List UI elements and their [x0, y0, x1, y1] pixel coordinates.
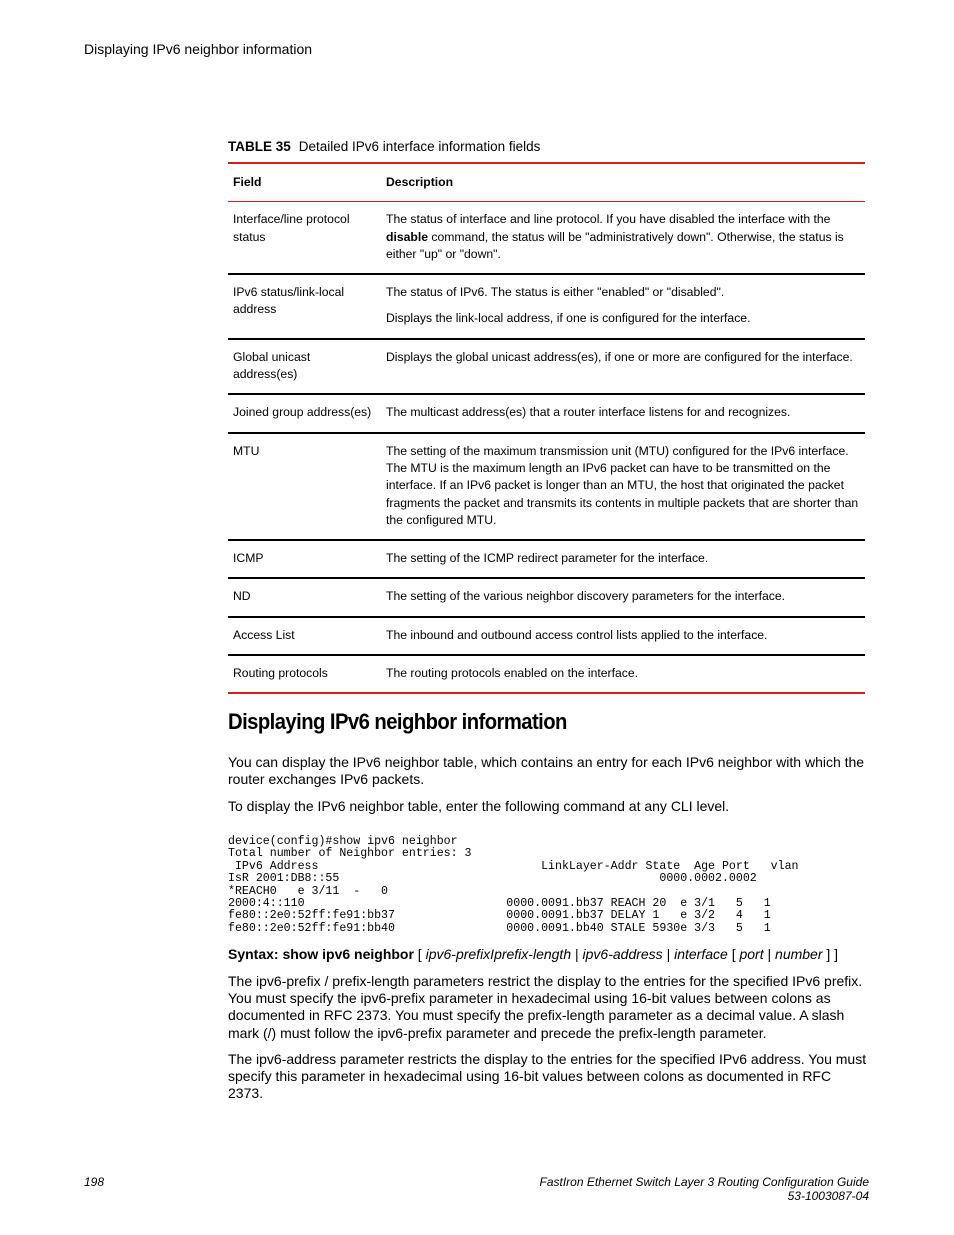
table-row — [228, 617, 865, 655]
table-title: Detailed IPv6 interface information fields — [298, 139, 541, 154]
ipv6-interface-fields-table — [228, 162, 865, 694]
field-cell: Access List — [233, 627, 295, 642]
description-cell: The routing protocols enabled on the interface. — [386, 666, 639, 681]
syntax-line: Syntax: show ipv6 neighbor [ ipv6-prefixIprefix-length | ipv6-address | interface [ port | number ] ] — [228, 946, 839, 962]
section-heading: Displaying IPv6 neighbor information — [228, 709, 567, 734]
field-cell: Routing protocols — [233, 666, 328, 681]
description-cell: The status of interface and line protocol. If you have disabled the interface with the disable command, the status will be "administratively down". Otherwise, the status is either "up" or "down". — [386, 212, 844, 261]
description-cell: The inbound and outbound access control lists applied to the interface. — [386, 627, 768, 642]
syntax-label: Syntax: show ipv6 neighbor — [228, 946, 414, 962]
table-caption — [228, 139, 540, 154]
table-row — [228, 394, 865, 432]
field-cell: MTU — [233, 443, 260, 458]
description-cell: The setting of the various neighbor discovery parameters for the interface. — [386, 589, 786, 604]
syntax-arg-interface: interface — [674, 946, 728, 962]
description-cell: The multicast address(es) that a router interface listens for and recognizes. — [386, 405, 791, 420]
field-cell: Global unicast address(es) — [233, 349, 311, 382]
description-cell: The setting of the maximum transmission unit (MTU) configured for the IPv6 interface. The MTU is the maximum length an IPv6 packet can have to be transmitted on the interface. If an IPv6 packet is longer than an MTU, the host that originated the packet fragments the packet and transmits its contents in multiple packets that are shorter than the configured MTU. — [386, 443, 859, 527]
address-parameter-paragraph: The ipv6-address parameter restricts the display to the entries for the specified IPv6 address. You must specify this parameter in hexadecimal using 16-bit values between colons as documented in RFC 2373. — [228, 1051, 867, 1102]
description-cell: The setting of the ICMP redirect parameter for the interface. — [386, 551, 709, 566]
running-header: Displaying IPv6 neighbor information — [84, 41, 313, 57]
table-row — [228, 274, 865, 339]
table-row — [228, 202, 865, 274]
field-cell: ND — [233, 589, 251, 604]
footer-doc-number: 53-1003087-04 — [787, 1189, 869, 1203]
description-cell: The status of IPv6. The status is either "enabled" or "disabled". Displays the link-local address, if one is configured for the interface. — [386, 285, 751, 326]
table-label: TABLE 35 — [228, 139, 291, 154]
field-cell: Joined group address(es) — [233, 405, 372, 420]
description-cell: Displays the global unicast address(es), if one or more are configured for the interface. — [386, 349, 853, 364]
table-row — [228, 339, 865, 395]
prefix-parameter-paragraph: The ipv6-prefix / prefix-length parameters restrict the display to the entries for the specified IPv6 prefix. You must specify the ipv6-prefix parameter in hexadecimal using 16-bit values between colons as documented in RFC 2373. You must specify the prefix-length parameter as a decimal value. A slash mark (/) must follow the ipv6-prefix parameter and precede the prefix-length parameter. — [228, 973, 863, 1041]
disable-command: disable — [386, 229, 428, 244]
field-cell: ICMP — [233, 551, 264, 566]
table-row — [228, 433, 865, 540]
syntax-arg-address: ipv6-address — [582, 946, 663, 962]
column-header-description: Description — [386, 175, 454, 189]
table-row — [228, 578, 865, 616]
syntax-arg-prefix: ipv6-prefixIprefix-length — [425, 946, 572, 962]
instruction-paragraph: To display the IPv6 neighbor table, enter the following command at any CLI level. — [228, 798, 730, 814]
cli-output-block: device(config)#show ipv6 neighbor Total number of Neighbor entries: 3 IPv6 Address LinkLayer-Addr State Age Port vlan IsR 2001:DB8::55 0000.0002.0002 *REACH0 e 3/11 - 0 2000:4::110 0000.0091.bb37 REACH 20 e 3/1 5 1 fe80::2e0:52ff:fe91:bb37 0000.0091.bb37 DELAY 1 e 3/2 4 1 fe80::2e0:52ff:fe91:bb40 0000.0091.bb40 STALE 5930e 3/3 5 1 — [228, 835, 799, 935]
field-cell: IPv6 status/link-local address — [233, 285, 345, 317]
table-row — [228, 655, 865, 693]
footer-doc-info — [539, 1175, 869, 1203]
field-cell: Interface/line protocol status — [233, 212, 350, 244]
intro-paragraph: You can display the IPv6 neighbor table, which contains an entry for each IPv6 neighbor with which the router exchanges IPv6 packets. — [228, 754, 865, 788]
table-row — [228, 540, 865, 578]
page-number: 198 — [84, 1175, 105, 1189]
syntax-arg-number: number — [775, 946, 823, 962]
footer-doc-title: FastIron Ethernet Switch Layer 3 Routing Configuration Guide — [539, 1175, 869, 1189]
syntax-arg-port: port — [739, 946, 764, 962]
table-header-row — [228, 163, 865, 202]
column-header-field: Field — [233, 175, 262, 189]
